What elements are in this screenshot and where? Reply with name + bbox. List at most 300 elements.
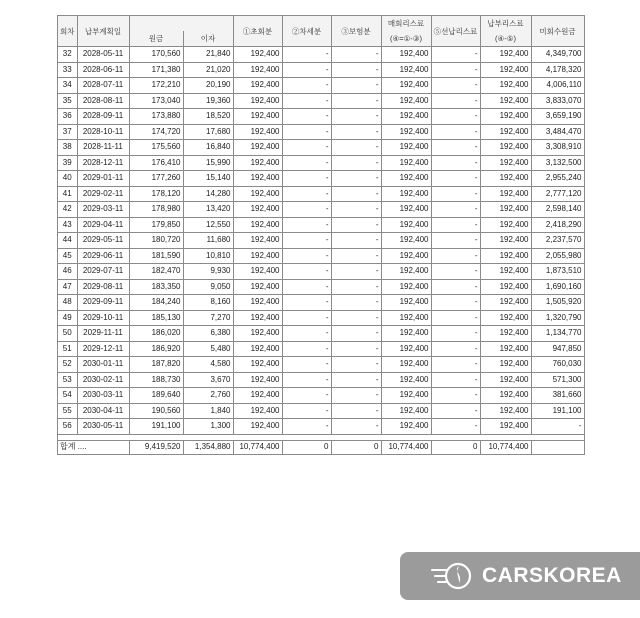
- table-footer: [58, 434, 585, 454]
- vehicle-tax-cell: -: [282, 140, 331, 156]
- row-number-cell: 56: [58, 419, 78, 435]
- remaining-principal-cell: 3,659,190: [531, 109, 584, 125]
- interest-cell: 17,680: [183, 124, 233, 140]
- lease-fee-cell: 192,400: [381, 295, 431, 311]
- prepaid-lease-fee-cell: -: [431, 202, 480, 218]
- interest-cell: 1,300: [183, 419, 233, 435]
- insurance-cell: -: [331, 372, 381, 388]
- interest-cell: 12,550: [183, 217, 233, 233]
- table-row: [58, 62, 585, 78]
- table-row: [58, 264, 585, 280]
- payable-lease-fee-cell: 192,400: [480, 310, 531, 326]
- vehicle-tax-cell: -: [282, 62, 331, 78]
- principal-cell: 190,560: [129, 403, 183, 419]
- payment-date-cell: 2029-12-11: [77, 341, 129, 357]
- principal-cell: 179,850: [129, 217, 183, 233]
- prepaid-lease-fee-cell: -: [431, 47, 480, 63]
- vehicle-tax-cell: -: [282, 124, 331, 140]
- row-number-cell: 46: [58, 264, 78, 280]
- remaining-principal-cell: 3,132,500: [531, 155, 584, 171]
- prepaid-lease-fee-cell: -: [431, 388, 480, 404]
- vehicle-tax-cell: -: [282, 372, 331, 388]
- header-c6-top: 납부리스료: [480, 16, 531, 32]
- lease-fee-cell: 192,400: [381, 93, 431, 109]
- lease-fee-cell: 192,400: [381, 310, 431, 326]
- vehicle-tax-cell: -: [282, 295, 331, 311]
- lease-fee-cell: 192,400: [381, 62, 431, 78]
- interest-cell: 16,840: [183, 140, 233, 156]
- lease-fee-cell: 192,400: [381, 372, 431, 388]
- payment-date-cell: 2028-05-11: [77, 47, 129, 63]
- table-row: [58, 47, 585, 63]
- lease-fee-cell: 192,400: [381, 419, 431, 435]
- total-c4: 10,774,400: [381, 440, 431, 454]
- payment-date-cell: 2028-09-11: [77, 109, 129, 125]
- vehicle-tax-cell: -: [282, 155, 331, 171]
- payment-date-cell: 2028-11-11: [77, 140, 129, 156]
- initial-amount-cell: 192,400: [233, 310, 282, 326]
- total-c5: 0: [431, 440, 480, 454]
- prepaid-lease-fee-cell: -: [431, 279, 480, 295]
- prepaid-lease-fee-cell: -: [431, 109, 480, 125]
- header-c1: ①초회분: [233, 16, 282, 47]
- payment-date-cell: 2028-12-11: [77, 155, 129, 171]
- payable-lease-fee-cell: 192,400: [480, 62, 531, 78]
- principal-cell: 183,350: [129, 279, 183, 295]
- remaining-principal-cell: 191,100: [531, 403, 584, 419]
- total-c3: 0: [331, 440, 381, 454]
- vehicle-tax-cell: -: [282, 47, 331, 63]
- initial-amount-cell: 192,400: [233, 357, 282, 373]
- row-number-cell: 55: [58, 403, 78, 419]
- table-row: [58, 295, 585, 311]
- table-row: [58, 140, 585, 156]
- insurance-cell: -: [331, 186, 381, 202]
- header-c4-top: 매회리스료: [381, 16, 431, 32]
- lease-fee-cell: 192,400: [381, 140, 431, 156]
- payable-lease-fee-cell: 192,400: [480, 124, 531, 140]
- remaining-principal-cell: 571,300: [531, 372, 584, 388]
- vehicle-tax-cell: -: [282, 388, 331, 404]
- initial-amount-cell: 192,400: [233, 372, 282, 388]
- remaining-principal-cell: 2,598,140: [531, 202, 584, 218]
- lease-schedule-table: [57, 15, 585, 455]
- interest-cell: 9,930: [183, 264, 233, 280]
- row-number-cell: 49: [58, 310, 78, 326]
- lease-fee-cell: 192,400: [381, 155, 431, 171]
- header-principal-interest-group: [129, 16, 233, 32]
- prepaid-lease-fee-cell: -: [431, 372, 480, 388]
- header-c2: ②차세분: [282, 16, 331, 47]
- initial-amount-cell: 192,400: [233, 186, 282, 202]
- remaining-principal-cell: 3,308,910: [531, 140, 584, 156]
- table-row: [58, 124, 585, 140]
- interest-cell: 18,520: [183, 109, 233, 125]
- insurance-cell: -: [331, 140, 381, 156]
- payable-lease-fee-cell: 192,400: [480, 357, 531, 373]
- payable-lease-fee-cell: 192,400: [480, 264, 531, 280]
- interest-cell: 2,760: [183, 388, 233, 404]
- row-number-cell: 39: [58, 155, 78, 171]
- header-c6-bottom: (④-⑤): [480, 31, 531, 47]
- row-number-cell: 44: [58, 233, 78, 249]
- insurance-cell: -: [331, 171, 381, 187]
- principal-cell: 174,720: [129, 124, 183, 140]
- payment-date-cell: 2029-01-11: [77, 171, 129, 187]
- insurance-cell: -: [331, 155, 381, 171]
- table-header: [58, 16, 585, 47]
- lease-fee-cell: 192,400: [381, 78, 431, 94]
- prepaid-lease-fee-cell: -: [431, 93, 480, 109]
- lease-fee-cell: 192,400: [381, 279, 431, 295]
- principal-cell: 170,560: [129, 47, 183, 63]
- vehicle-tax-cell: -: [282, 202, 331, 218]
- initial-amount-cell: 192,400: [233, 155, 282, 171]
- payable-lease-fee-cell: 192,400: [480, 109, 531, 125]
- payable-lease-fee-cell: 192,400: [480, 419, 531, 435]
- insurance-cell: -: [331, 326, 381, 342]
- remaining-principal-cell: 947,850: [531, 341, 584, 357]
- interest-cell: 9,050: [183, 279, 233, 295]
- remaining-principal-cell: 1,690,160: [531, 279, 584, 295]
- interest-cell: 11,680: [183, 233, 233, 249]
- initial-amount-cell: 192,400: [233, 78, 282, 94]
- row-number-cell: 33: [58, 62, 78, 78]
- initial-amount-cell: 192,400: [233, 264, 282, 280]
- total-row: [58, 440, 585, 454]
- payable-lease-fee-cell: 192,400: [480, 295, 531, 311]
- prepaid-lease-fee-cell: -: [431, 357, 480, 373]
- insurance-cell: -: [331, 124, 381, 140]
- header-principal: 원금: [129, 31, 183, 47]
- total-remain: [531, 440, 584, 454]
- payment-date-cell: 2028-07-11: [77, 78, 129, 94]
- principal-cell: 188,730: [129, 372, 183, 388]
- table-row: [58, 341, 585, 357]
- interest-cell: 21,840: [183, 47, 233, 63]
- payment-date-cell: 2030-01-11: [77, 357, 129, 373]
- initial-amount-cell: 192,400: [233, 202, 282, 218]
- remaining-principal-cell: 381,660: [531, 388, 584, 404]
- lease-fee-cell: 192,400: [381, 124, 431, 140]
- header-c3: ③보험분: [331, 16, 381, 47]
- prepaid-lease-fee-cell: -: [431, 295, 480, 311]
- payable-lease-fee-cell: 192,400: [480, 186, 531, 202]
- payment-date-cell: 2029-06-11: [77, 248, 129, 264]
- payment-date-cell: 2030-04-11: [77, 403, 129, 419]
- vehicle-tax-cell: -: [282, 326, 331, 342]
- vehicle-tax-cell: -: [282, 310, 331, 326]
- lease-fee-cell: 192,400: [381, 248, 431, 264]
- table-row: [58, 78, 585, 94]
- insurance-cell: -: [331, 295, 381, 311]
- vehicle-tax-cell: -: [282, 248, 331, 264]
- lease-fee-cell: 192,400: [381, 171, 431, 187]
- insurance-cell: -: [331, 357, 381, 373]
- payable-lease-fee-cell: 192,400: [480, 171, 531, 187]
- payable-lease-fee-cell: 192,400: [480, 202, 531, 218]
- row-number-cell: 52: [58, 357, 78, 373]
- payment-date-cell: 2029-10-11: [77, 310, 129, 326]
- initial-amount-cell: 192,400: [233, 248, 282, 264]
- payment-date-cell: 2030-05-11: [77, 419, 129, 435]
- table-row: [58, 388, 585, 404]
- payable-lease-fee-cell: 192,400: [480, 341, 531, 357]
- remaining-principal-cell: 2,055,980: [531, 248, 584, 264]
- principal-cell: 182,470: [129, 264, 183, 280]
- row-number-cell: 45: [58, 248, 78, 264]
- vehicle-tax-cell: -: [282, 93, 331, 109]
- payment-date-cell: 2029-02-11: [77, 186, 129, 202]
- initial-amount-cell: 192,400: [233, 217, 282, 233]
- payment-date-cell: 2028-10-11: [77, 124, 129, 140]
- row-number-cell: 47: [58, 279, 78, 295]
- insurance-cell: -: [331, 279, 381, 295]
- total-c6: 10,774,400: [480, 440, 531, 454]
- remaining-principal-cell: 2,418,290: [531, 217, 584, 233]
- initial-amount-cell: 192,400: [233, 109, 282, 125]
- table-row: [58, 419, 585, 435]
- payable-lease-fee-cell: 192,400: [480, 403, 531, 419]
- row-number-cell: 54: [58, 388, 78, 404]
- header-date: 납부계획일: [77, 16, 129, 47]
- interest-cell: 13,420: [183, 202, 233, 218]
- row-number-cell: 37: [58, 124, 78, 140]
- table-row: [58, 326, 585, 342]
- initial-amount-cell: 192,400: [233, 341, 282, 357]
- row-number-cell: 32: [58, 47, 78, 63]
- remaining-principal-cell: 1,873,510: [531, 264, 584, 280]
- principal-cell: 191,100: [129, 419, 183, 435]
- principal-cell: 180,720: [129, 233, 183, 249]
- lease-fee-cell: 192,400: [381, 109, 431, 125]
- principal-cell: 185,130: [129, 310, 183, 326]
- carskorea-brand-text: CARSKOREA: [482, 564, 622, 587]
- insurance-cell: -: [331, 403, 381, 419]
- principal-cell: 171,380: [129, 62, 183, 78]
- initial-amount-cell: 192,400: [233, 279, 282, 295]
- insurance-cell: -: [331, 109, 381, 125]
- insurance-cell: -: [331, 217, 381, 233]
- carskorea-logo-icon: [430, 561, 472, 591]
- table-row: [58, 233, 585, 249]
- principal-cell: 178,980: [129, 202, 183, 218]
- payment-date-cell: 2029-07-11: [77, 264, 129, 280]
- lease-fee-cell: 192,400: [381, 357, 431, 373]
- table-row: [58, 171, 585, 187]
- insurance-cell: -: [331, 78, 381, 94]
- header-remain: 미회수원금: [531, 16, 584, 47]
- remaining-principal-cell: 1,505,920: [531, 295, 584, 311]
- remaining-principal-cell: 4,006,110: [531, 78, 584, 94]
- payment-date-cell: 2029-05-11: [77, 233, 129, 249]
- initial-amount-cell: 192,400: [233, 388, 282, 404]
- initial-amount-cell: 192,400: [233, 295, 282, 311]
- prepaid-lease-fee-cell: -: [431, 403, 480, 419]
- interest-cell: 10,810: [183, 248, 233, 264]
- insurance-cell: -: [331, 62, 381, 78]
- table-row: [58, 186, 585, 202]
- row-number-cell: 42: [58, 202, 78, 218]
- vehicle-tax-cell: -: [282, 186, 331, 202]
- lease-fee-cell: 192,400: [381, 341, 431, 357]
- prepaid-lease-fee-cell: -: [431, 419, 480, 435]
- remaining-principal-cell: 1,320,790: [531, 310, 584, 326]
- interest-cell: 3,670: [183, 372, 233, 388]
- table-row: [58, 155, 585, 171]
- initial-amount-cell: 192,400: [233, 124, 282, 140]
- payable-lease-fee-cell: 192,400: [480, 93, 531, 109]
- table-row: [58, 217, 585, 233]
- principal-cell: 189,640: [129, 388, 183, 404]
- insurance-cell: -: [331, 93, 381, 109]
- interest-cell: 19,360: [183, 93, 233, 109]
- header-no: 회차: [58, 16, 78, 47]
- principal-cell: 186,020: [129, 326, 183, 342]
- initial-amount-cell: 192,400: [233, 171, 282, 187]
- remaining-principal-cell: -: [531, 419, 584, 435]
- prepaid-lease-fee-cell: -: [431, 217, 480, 233]
- total-interest: 1,354,880: [183, 440, 233, 454]
- initial-amount-cell: 192,400: [233, 140, 282, 156]
- remaining-principal-cell: 3,484,470: [531, 124, 584, 140]
- remaining-principal-cell: 2,237,570: [531, 233, 584, 249]
- insurance-cell: -: [331, 341, 381, 357]
- principal-cell: 173,040: [129, 93, 183, 109]
- insurance-cell: -: [331, 310, 381, 326]
- principal-cell: 175,560: [129, 140, 183, 156]
- prepaid-lease-fee-cell: -: [431, 62, 480, 78]
- lease-fee-cell: 192,400: [381, 264, 431, 280]
- payment-date-cell: 2029-09-11: [77, 295, 129, 311]
- table-row: [58, 310, 585, 326]
- lease-fee-cell: 192,400: [381, 217, 431, 233]
- table-row: [58, 372, 585, 388]
- initial-amount-cell: 192,400: [233, 47, 282, 63]
- prepaid-lease-fee-cell: -: [431, 171, 480, 187]
- principal-cell: 178,120: [129, 186, 183, 202]
- carskorea-watermark: [400, 552, 640, 600]
- prepaid-lease-fee-cell: -: [431, 124, 480, 140]
- header-c5: ⑤선납리스료: [431, 16, 480, 47]
- payment-date-cell: 2029-04-11: [77, 217, 129, 233]
- interest-cell: 1,840: [183, 403, 233, 419]
- payment-date-cell: 2030-02-11: [77, 372, 129, 388]
- initial-amount-cell: 192,400: [233, 233, 282, 249]
- interest-cell: 21,020: [183, 62, 233, 78]
- principal-cell: 172,210: [129, 78, 183, 94]
- payable-lease-fee-cell: 192,400: [480, 155, 531, 171]
- principal-cell: 176,410: [129, 155, 183, 171]
- insurance-cell: -: [331, 47, 381, 63]
- interest-cell: 8,160: [183, 295, 233, 311]
- prepaid-lease-fee-cell: -: [431, 341, 480, 357]
- vehicle-tax-cell: -: [282, 171, 331, 187]
- row-number-cell: 43: [58, 217, 78, 233]
- initial-amount-cell: 192,400: [233, 419, 282, 435]
- insurance-cell: -: [331, 388, 381, 404]
- lease-fee-cell: 192,400: [381, 186, 431, 202]
- insurance-cell: -: [331, 264, 381, 280]
- row-number-cell: 53: [58, 372, 78, 388]
- vehicle-tax-cell: -: [282, 279, 331, 295]
- interest-cell: 20,190: [183, 78, 233, 94]
- table-body: [58, 47, 585, 435]
- remaining-principal-cell: 3,833,070: [531, 93, 584, 109]
- prepaid-lease-fee-cell: -: [431, 233, 480, 249]
- prepaid-lease-fee-cell: -: [431, 264, 480, 280]
- row-number-cell: 40: [58, 171, 78, 187]
- remaining-principal-cell: 2,955,240: [531, 171, 584, 187]
- remaining-principal-cell: 4,178,320: [531, 62, 584, 78]
- payable-lease-fee-cell: 192,400: [480, 78, 531, 94]
- prepaid-lease-fee-cell: -: [431, 78, 480, 94]
- lease-fee-cell: 192,400: [381, 403, 431, 419]
- payable-lease-fee-cell: 192,400: [480, 326, 531, 342]
- initial-amount-cell: 192,400: [233, 62, 282, 78]
- prepaid-lease-fee-cell: -: [431, 155, 480, 171]
- table-row: [58, 93, 585, 109]
- vehicle-tax-cell: -: [282, 419, 331, 435]
- total-c1: 10,774,400: [233, 440, 282, 454]
- lease-fee-cell: 192,400: [381, 202, 431, 218]
- initial-amount-cell: 192,400: [233, 326, 282, 342]
- vehicle-tax-cell: -: [282, 233, 331, 249]
- payable-lease-fee-cell: 192,400: [480, 47, 531, 63]
- total-c2: 0: [282, 440, 331, 454]
- payable-lease-fee-cell: 192,400: [480, 372, 531, 388]
- row-number-cell: 38: [58, 140, 78, 156]
- payable-lease-fee-cell: 192,400: [480, 248, 531, 264]
- vehicle-tax-cell: -: [282, 403, 331, 419]
- interest-cell: 15,140: [183, 171, 233, 187]
- vehicle-tax-cell: -: [282, 217, 331, 233]
- total-label: 합계 ....: [58, 440, 130, 454]
- payment-date-cell: 2029-03-11: [77, 202, 129, 218]
- payable-lease-fee-cell: 192,400: [480, 217, 531, 233]
- lease-fee-cell: 192,400: [381, 233, 431, 249]
- vehicle-tax-cell: -: [282, 341, 331, 357]
- row-number-cell: 36: [58, 109, 78, 125]
- row-number-cell: 50: [58, 326, 78, 342]
- total-principal: 9,419,520: [129, 440, 183, 454]
- lease-fee-cell: 192,400: [381, 388, 431, 404]
- table-row: [58, 202, 585, 218]
- principal-cell: 181,590: [129, 248, 183, 264]
- payable-lease-fee-cell: 192,400: [480, 233, 531, 249]
- payment-date-cell: 2028-08-11: [77, 93, 129, 109]
- insurance-cell: -: [331, 233, 381, 249]
- table-row: [58, 248, 585, 264]
- table-row: [58, 109, 585, 125]
- prepaid-lease-fee-cell: -: [431, 326, 480, 342]
- payment-date-cell: 2029-11-11: [77, 326, 129, 342]
- principal-cell: 184,240: [129, 295, 183, 311]
- interest-cell: 5,480: [183, 341, 233, 357]
- principal-cell: 177,260: [129, 171, 183, 187]
- vehicle-tax-cell: -: [282, 78, 331, 94]
- interest-cell: 14,280: [183, 186, 233, 202]
- interest-cell: 6,380: [183, 326, 233, 342]
- lease-fee-cell: 192,400: [381, 326, 431, 342]
- prepaid-lease-fee-cell: -: [431, 140, 480, 156]
- payable-lease-fee-cell: 192,400: [480, 140, 531, 156]
- insurance-cell: -: [331, 202, 381, 218]
- initial-amount-cell: 192,400: [233, 93, 282, 109]
- initial-amount-cell: 192,400: [233, 403, 282, 419]
- remaining-principal-cell: 2,777,120: [531, 186, 584, 202]
- row-number-cell: 41: [58, 186, 78, 202]
